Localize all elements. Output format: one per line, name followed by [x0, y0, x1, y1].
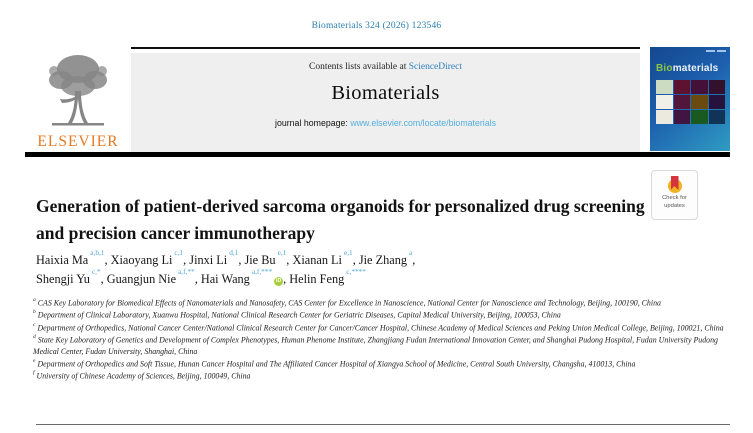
journal-header [25, 47, 730, 152]
author-name[interactable]: Guangjun Nie [106, 272, 177, 287]
author: Guangjun Nie$^{a,f,**}$, [106, 266, 198, 287]
author-list [36, 247, 661, 289]
journal-banner [131, 47, 640, 152]
affiliation: $^a$ CAS Key Laboratory for Biomedical Effects of Nanomaterials and Nanosafety, CAS Center for Excellence in Nanoscience, National Center for Nanoscience and Technology, Beijing, 100190, China [33, 297, 661, 308]
sciencedirect-link[interactable]: ScienceDirect [408, 62, 462, 72]
author-name[interactable]: Jie Bu [244, 253, 276, 267]
homepage-line [131, 118, 640, 128]
affiliation-list [33, 297, 733, 383]
banner-gray-box [131, 53, 640, 152]
author: Hai Wang$^{a,f,***}$iD , [200, 266, 287, 287]
author-name[interactable]: Jinxi Li [189, 253, 228, 267]
author-name[interactable]: Xiaoyang Li [110, 253, 173, 267]
author-sup: d,1 [229, 247, 239, 257]
check-for-updates-badge[interactable] [651, 170, 698, 220]
elsevier-logo [25, 47, 131, 152]
elsevier-wordmark: ELSEVIER [37, 133, 119, 150]
contents-prefix: Contents lists available at [308, 62, 409, 72]
author: Xiaoyang Li$^{c,1}$, [110, 247, 187, 267]
elsevier-tree-icon [44, 49, 112, 132]
author-sup: c,1 [174, 247, 184, 257]
affiliation: $^e$ Department of Orthopedics and Soft Tissue, Hunan Cancer Hospital and The Affiliated Cancer Hospital of Xiangya School of Medicine, Central South University, Changsha, 410013, China [33, 357, 636, 369]
affiliation: $^f$ University of Chinese Academy of Sciences, Beijing, 100049, China [33, 370, 251, 381]
journal-cover-thumbnail[interactable] [650, 47, 730, 151]
cover-title-bio: Bio [656, 63, 673, 74]
author: Shengji $Yu^{c,*}$, [36, 266, 104, 287]
cover-title-rest: materials [672, 63, 719, 74]
author-sup: e,1 [277, 247, 287, 257]
affiliation: $^c$ Department of Orthopedics, National Cancer Center/National Clinical Research Center for Cancer/Cancer Hospital, Chinese Academy of Medical Sciences and Peking Union Medical College, Beijing, 100021, China [33, 321, 724, 333]
author-sup: a [409, 247, 413, 257]
author-sup: a,f,*** [251, 266, 273, 276]
banner-top-rule [131, 47, 640, 49]
author-sup: a,f,** [178, 266, 195, 276]
author-sup: c,**** [346, 266, 366, 276]
contents-line [131, 53, 640, 72]
article-title: Generation of patient-derived sarcoma organoids for personalized drug screening and precision cancer immunotherapy [36, 196, 645, 243]
journal-citation: Biomaterials 324 (2026) 123546 [311, 21, 442, 31]
check-updates-label: Check for updates [662, 195, 687, 209]
affiliation: $^d$ State Key Laboratory of Genetics and Development of Complex Phenotypes, Human Phenome Institute, Zhangjiang Fudan International Innovation Center, and Shanghai Pudong Hospital, Fudan University Pudong Medical Center, Fudan University, Shanghai, China [33, 333, 719, 357]
author-sup: e,1 [343, 247, 353, 257]
affiliation: $^b$ Department of Clinical Laboratory, Xuanwu Hospital, National Clinical Research Center for Geriatric Diseases, Capital Medical University, Beijing, 100053, China [33, 309, 561, 320]
author: Jinxi Li$^{d,1}$, [189, 247, 242, 267]
author-sup: a,b,1 [90, 247, 105, 257]
author: Xianan Li$^{e,1}$, [292, 247, 356, 267]
author-name[interactable]: Haixia Ma [36, 253, 89, 267]
author-name[interactable]: Xianan Li [292, 253, 342, 267]
author-name[interactable]: Jie Zhang [358, 253, 407, 267]
author-sup: c,* [91, 266, 101, 276]
crossmark-icon [667, 176, 683, 193]
author-name[interactable]: Hai Wang [200, 272, 250, 287]
header-separator-bar [25, 152, 730, 157]
cover-title [656, 63, 725, 74]
author: Jie Zhang$^a$, [358, 247, 416, 267]
homepage-prefix: journal homepage: [274, 118, 351, 128]
author-name[interactable]: Helin Feng [289, 272, 345, 287]
journal-name: Biomaterials [331, 82, 440, 104]
cover-image-grid [656, 80, 725, 124]
author [289, 266, 366, 287]
orcid-icon[interactable]: iD [275, 278, 282, 285]
author: Jie Bu$^{e,1}$, [244, 247, 290, 267]
cover-volume-marks [706, 50, 726, 52]
homepage-link[interactable]: www.elsevier.com/locate/biomaterials [350, 118, 497, 128]
author-name[interactable]: Shengji Yu [36, 272, 90, 287]
footnote-rule [36, 424, 730, 425]
author: Haixia Ma$^{a,b,1}$, [36, 247, 108, 267]
